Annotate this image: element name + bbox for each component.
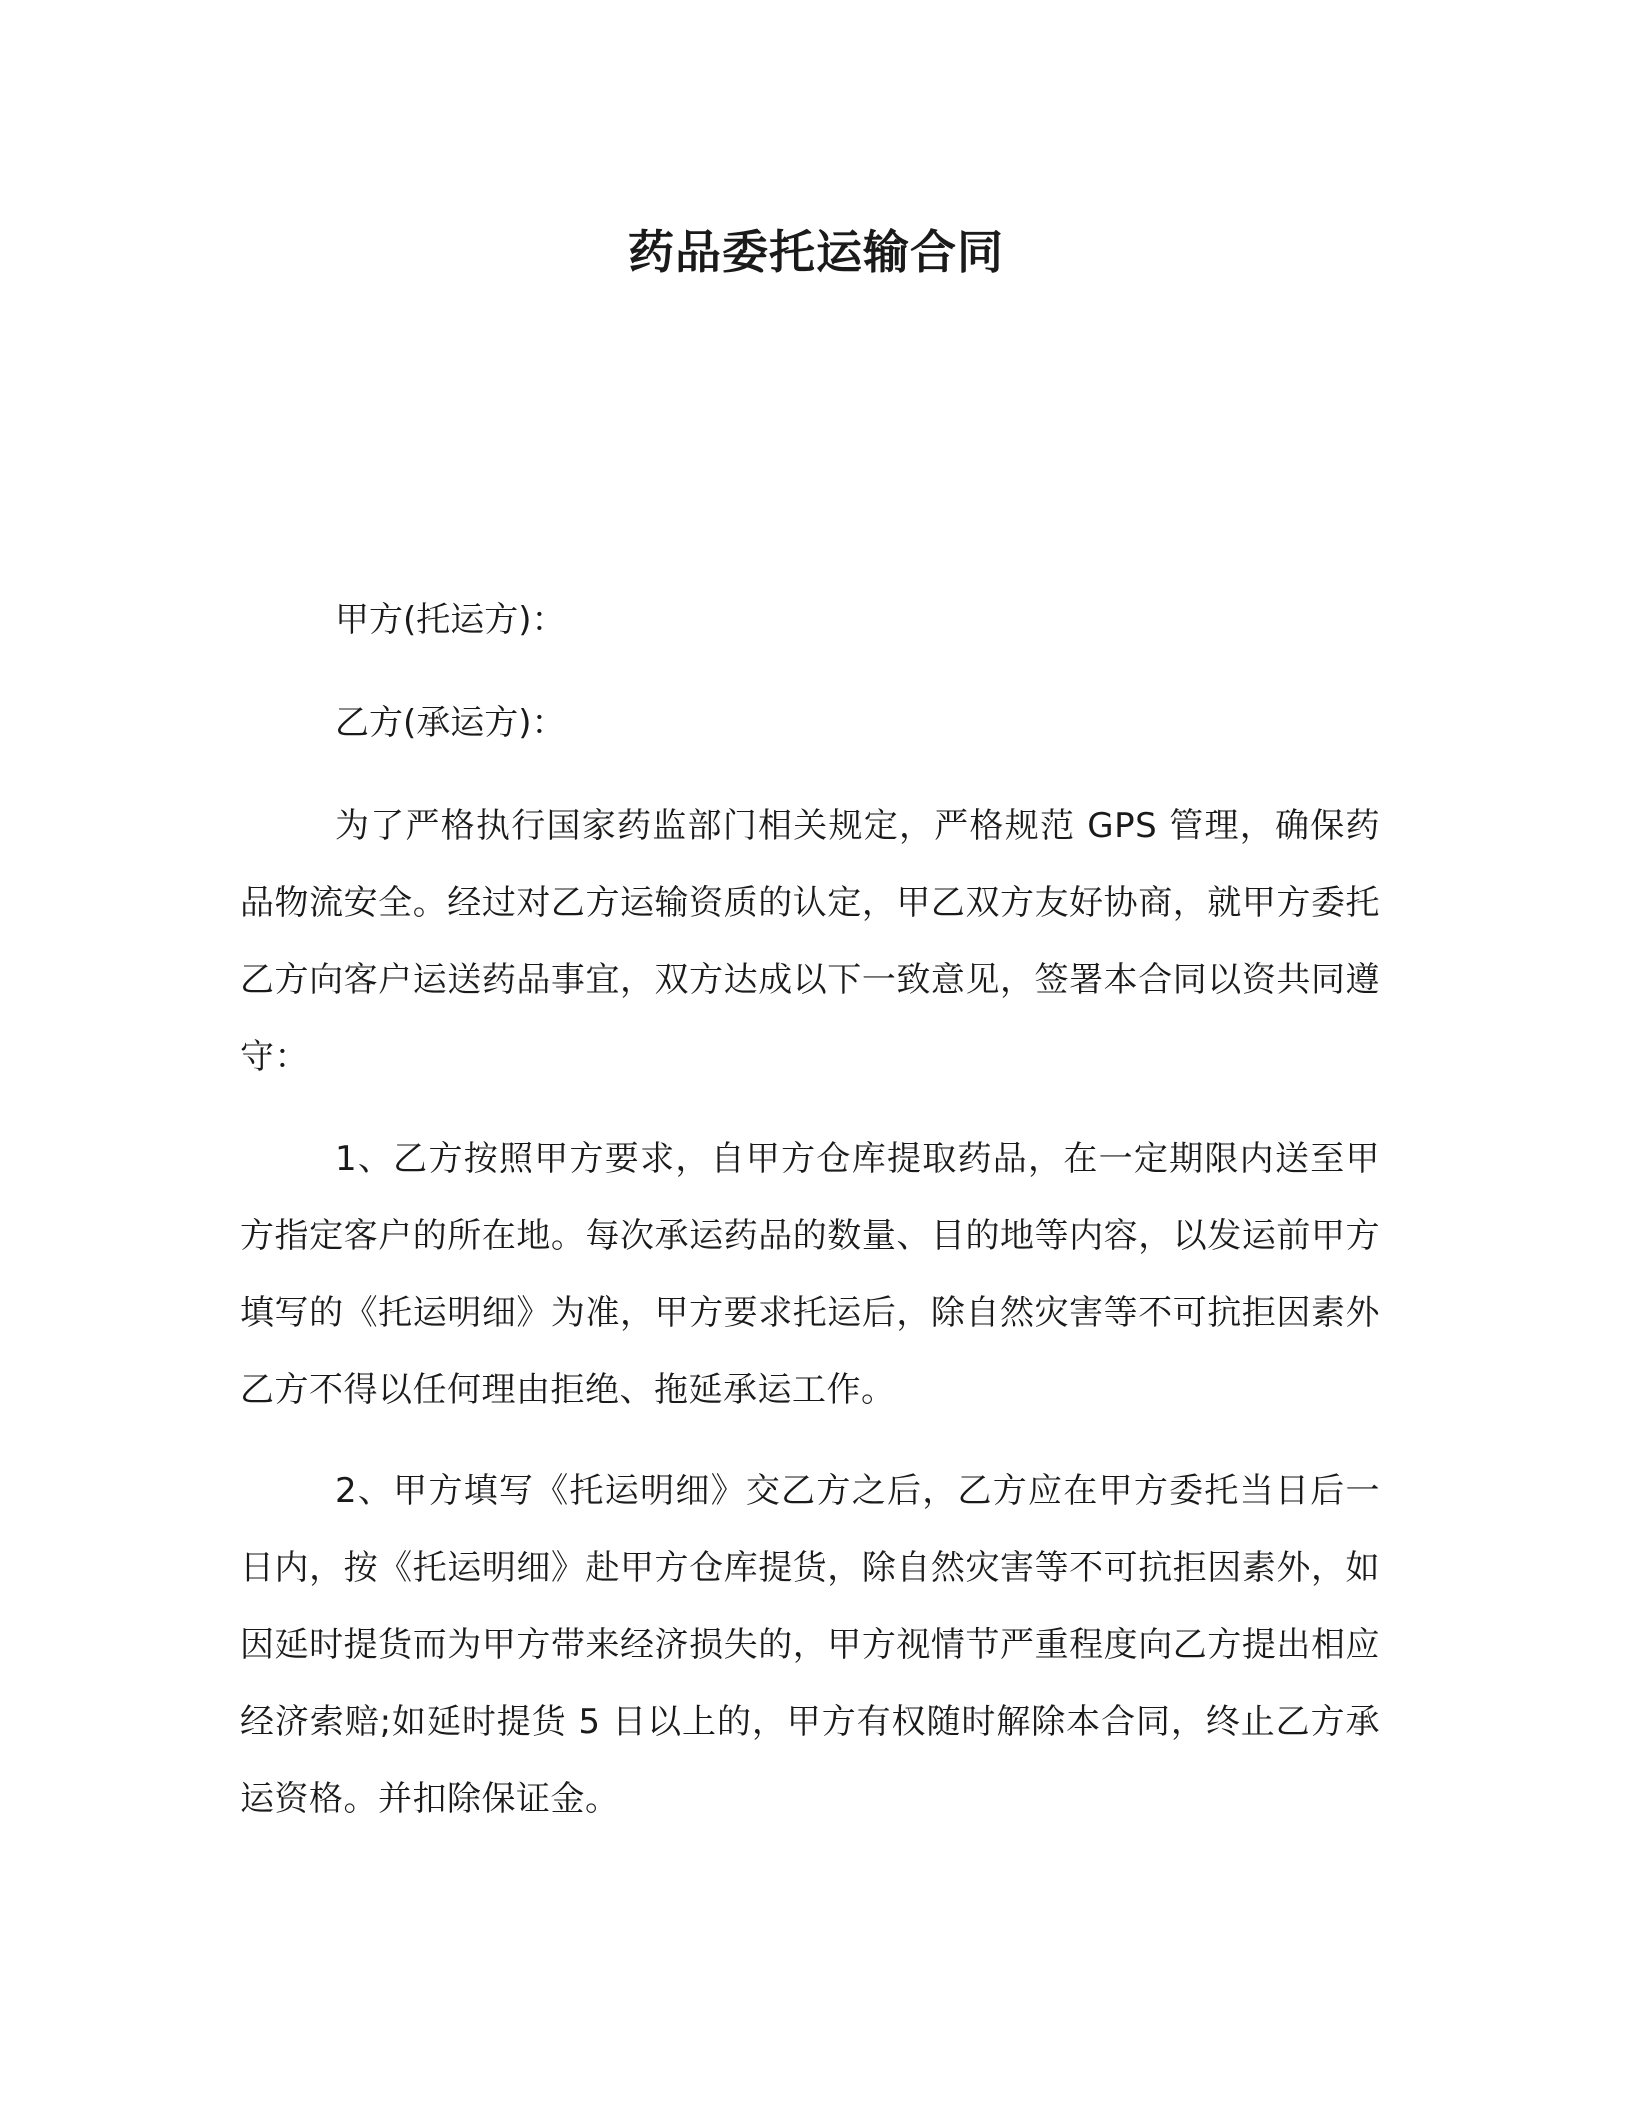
party-a-label: 甲方(托运方)： bbox=[335, 600, 566, 640]
party-b-label: 乙方(承运方)： bbox=[335, 703, 566, 743]
clause-1-paragraph: 1、乙方按照甲方要求，自甲方仓库提取药品，在一定期限内送至甲方指定客户的所在地。每次承运药品的数量、目的地等内容，以发运前甲方填写的《托运明细》为准，甲方要求托运后，除自然灾害等不可抗拒因素外乙方不得以任何理由拒绝、拖延承运工作。 bbox=[240, 1139, 1380, 1410]
clause-2-paragraph: 2、甲方填写《托运明细》交乙方之后，乙方应在甲方委托当日后一日内，按《托运明细》赴甲方仓库提货，除自然灾害等不可抗拒因素外，如因延时提货而为甲方带来经济损失的，甲方视情节严重程度向乙方提出相应经济索赔;如延时提货 5 日以上的，甲方有权随时解除本合同，终止乙方承运资格。并扣除保证金。 bbox=[240, 1471, 1380, 1819]
page-title: 药品委托运输合同 bbox=[628, 225, 1004, 279]
intro-paragraph: 为了严格执行国家药监部门相关规定，严格规范 GPS 管理，确保药品物流安全。经过对乙方运输资质的认定，甲乙双方友好协商，就甲方委托乙方向客户运送药品事宜，双方达成以下一致意见，签署本合同以资共同遵守： bbox=[240, 806, 1380, 1077]
